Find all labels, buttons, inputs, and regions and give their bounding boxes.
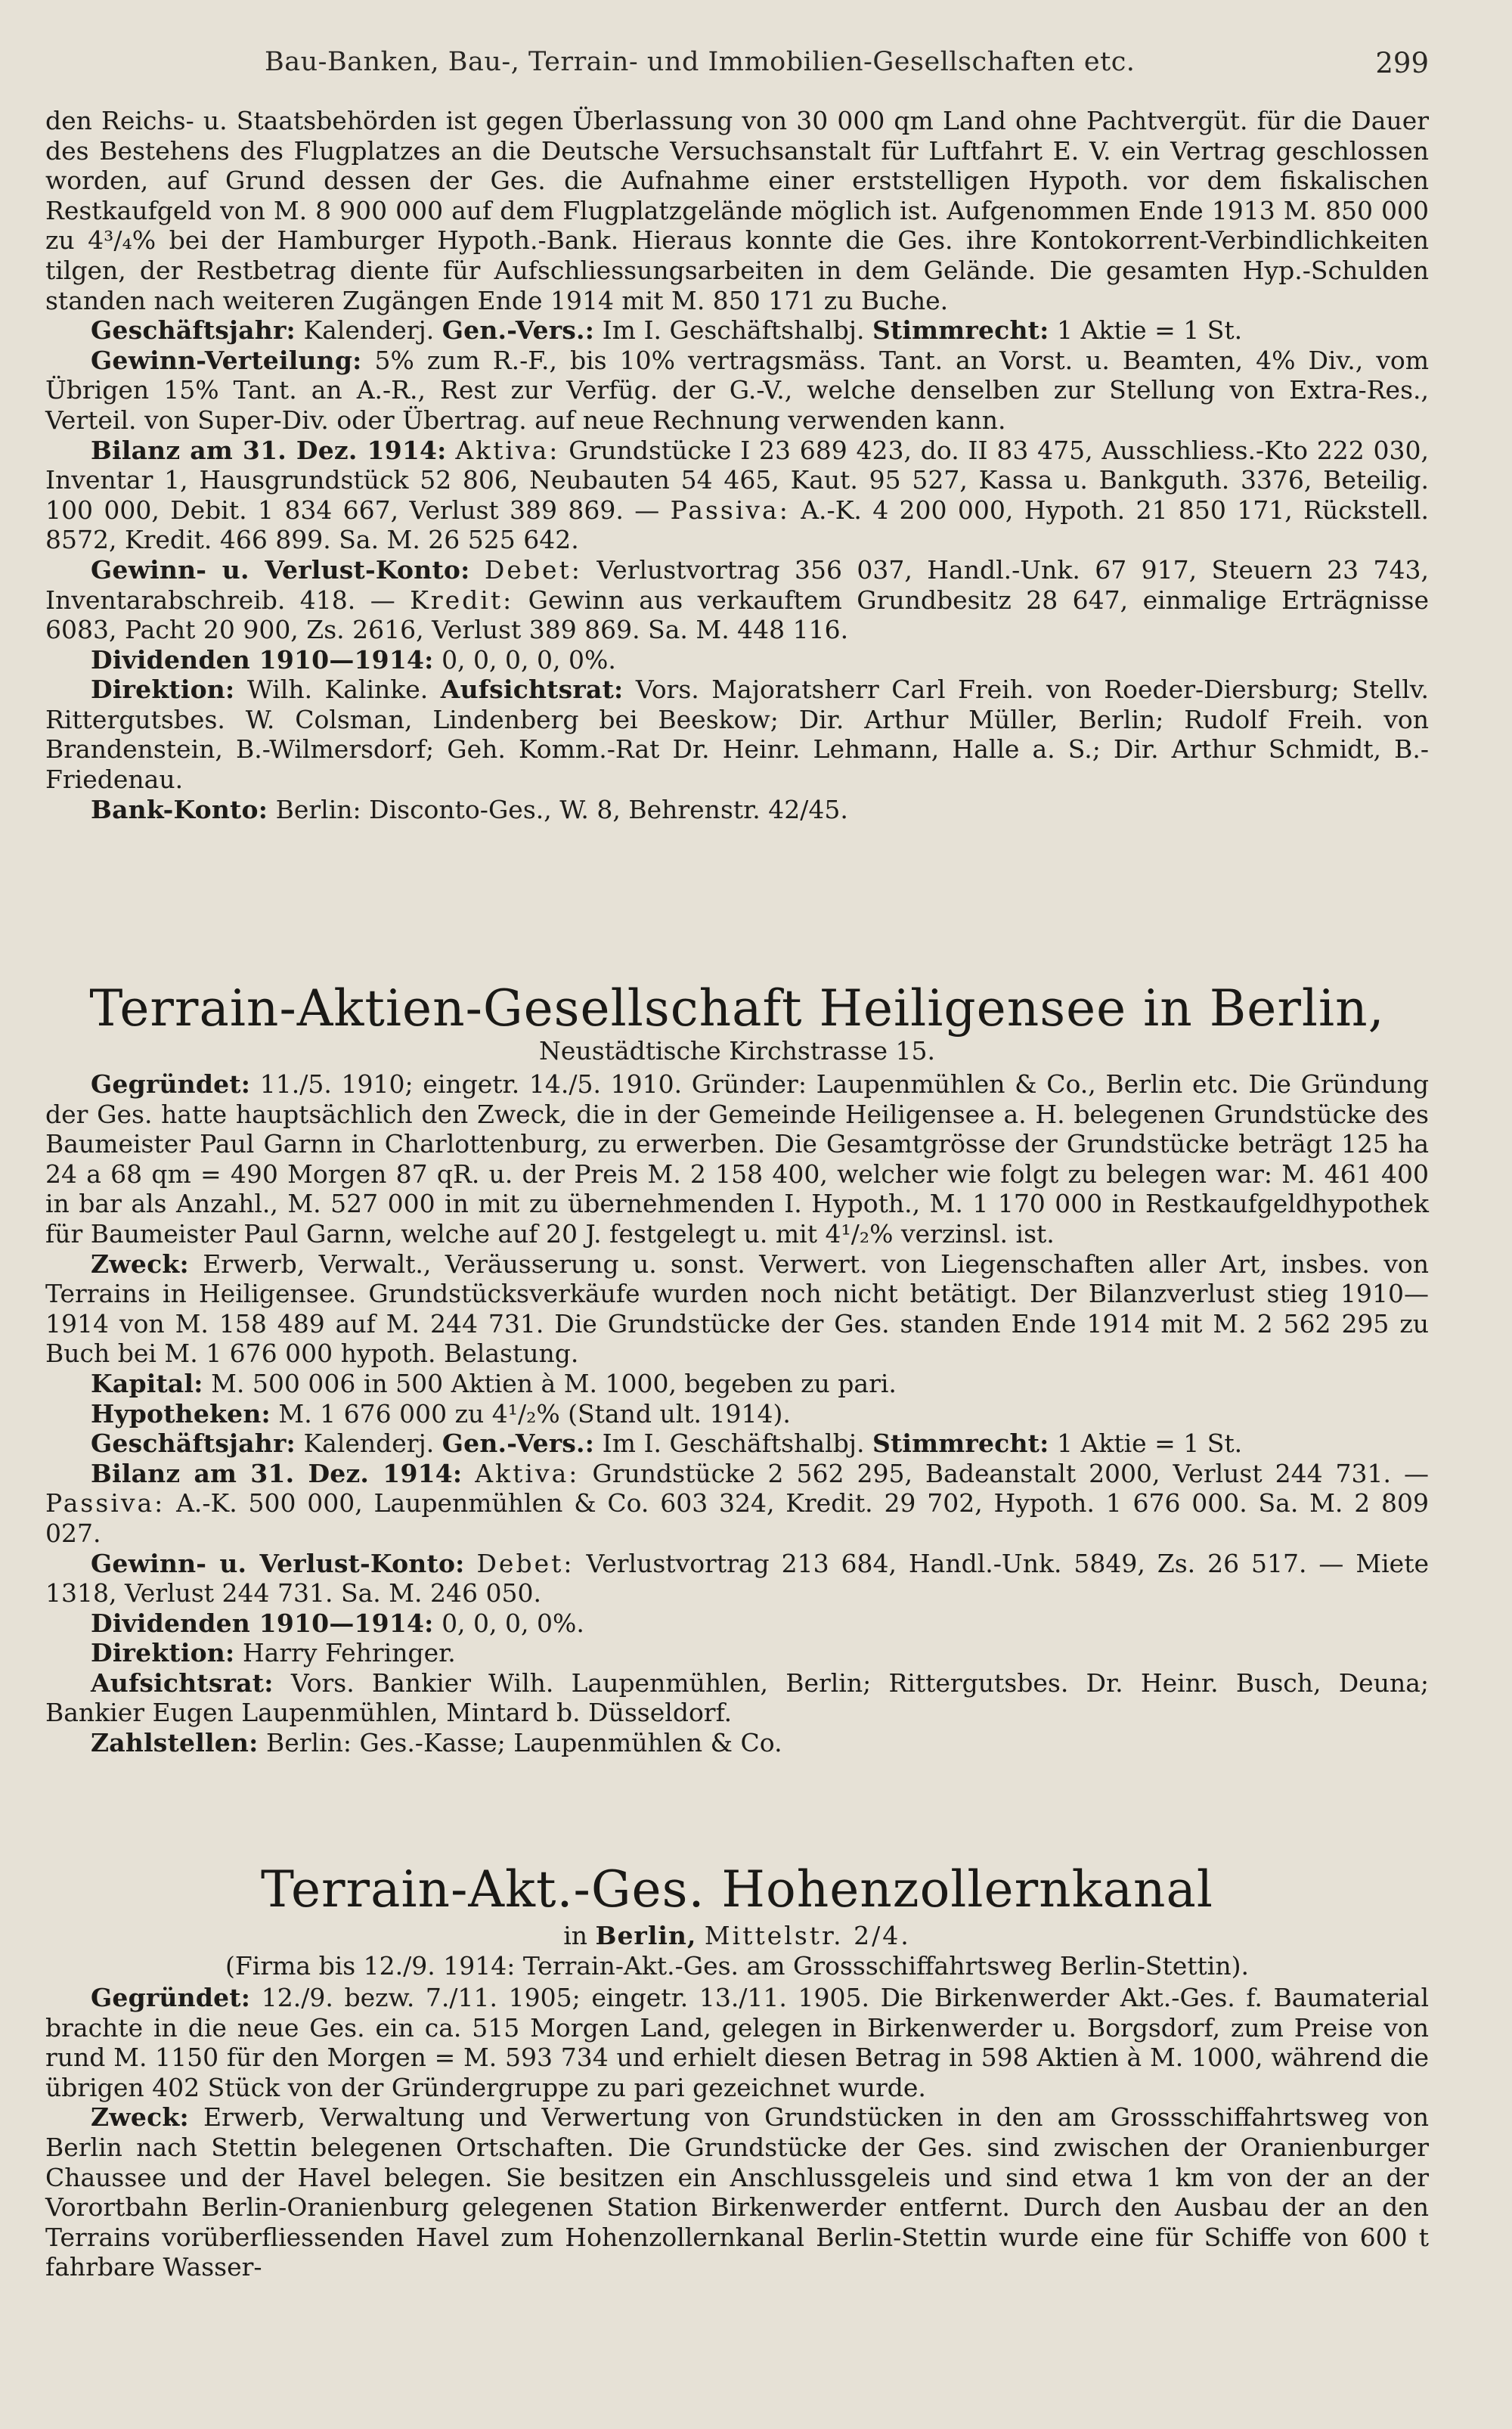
dividenden-paragraph xyxy=(45,645,1429,675)
key-bilanz: Bilanz am 31. Dez. 1914: xyxy=(91,435,447,465)
label-passiva: Passiva: xyxy=(45,1488,166,1519)
key-hypotheken: Hypotheken: xyxy=(91,1398,271,1429)
meta-paragraph xyxy=(45,315,1429,346)
val-aufsichtsrat: Vors. Majoratsherr Carl Freih. von Roeder-Diersburg; Stellv. Rittergutsbes. W. Colsman, Lindenberg bei Beeskow; Dir. Arthur Müller, Berlin; Rudolf Freih. von Brandenstein, B.-Wilmersdorf; Geh. Komm.-Rat Dr. Heinr. Lehmann, Halle a. S.; Dir. Arthur Schmidt, B.-Friedenau. xyxy=(45,675,1429,795)
guv-paragraph xyxy=(45,1549,1429,1608)
val-hypotheken: M. 1 676 000 zu 4¹/₂% (Stand ult. 1914). xyxy=(278,1398,791,1429)
address-hohenzollernkanal xyxy=(45,1921,1429,1950)
val-aktiva: Grundstücke 2 562 295, Badeanstalt 2000, Verlust 244 731. — xyxy=(592,1458,1429,1488)
street-address: Mittelstr. 2/4. xyxy=(704,1921,911,1950)
val-zweck: Erwerb, Verwalt., Veräusserung u. sonst. Verwert. von Liegenschaften aller Art, insbes. von Terrains in Heiligensee. Grundstücksverkäufe wurden noch nicht betätigt. Der Bilanzverlust stieg 1910—1914 von M. 158 489 auf M. 244 731. Die Grundstücke der Ges. standen Ende 1914 mit M. 2 562 295 zu Buch bei M. 1 676 000 hypoth. Belastung. xyxy=(45,1249,1429,1369)
val-kredit: Gewinn aus verkauftem Grundbesitz 28 647, einmalige Erträgnisse 6083, Pacht 20 900, Zs. 2616, Verlust 389 869. Sa. M. 448 116. xyxy=(45,585,1429,645)
direktion-paragraph xyxy=(45,1638,1429,1668)
val-bank-konto: Berlin: Disconto-Ges., W. 8, Behrenstr. 42/45. xyxy=(275,794,848,824)
val-gewinn-verteilung: 5% zum R.-F., bis 10% vertragsmäss. Tant. an Vorst. u. Beamten, 4% Div., vom Übrigen 15% Tant. an A.-R., Rest zur Verfüg. der G.-V., welche denselben zur Stellung von Extra-Res., Verteil. von Super-Div. oder Übertrag. auf neue Rechnung verwenden kann. xyxy=(45,345,1429,435)
running-header xyxy=(136,47,1452,89)
key-gen-vers: Gen.-Vers.: xyxy=(442,1429,595,1459)
val-direktion: Harry Fehringer. xyxy=(242,1638,456,1668)
zweck-paragraph xyxy=(45,2102,1429,2282)
gegruendet-paragraph xyxy=(45,1983,1429,2102)
zahlstellen-paragraph xyxy=(45,1728,1429,1758)
key-bilanz: Bilanz am 31. Dez. 1914: xyxy=(91,1458,463,1488)
key-gegruendet: Gegründet: xyxy=(91,1983,251,2012)
label-kredit: Kredit: xyxy=(410,585,514,615)
key-bank-konto: Bank-Konto: xyxy=(91,794,268,824)
val-gegruendet: 11./5. 1910; eingetr. 14./5. 1910. Gründer: Laupenmühlen & Co., Berlin etc. Die Gründung der Ges. hatte hauptsächlich den Zweck, die in der Gemeinde Heiligensee a. H. belegenen Grundstücke des Baumeister Paul Garnn in Charlottenburg, zu erwerben. Die Gesamtgrösse der Grundstücke beträgt 125 ha 24 a 68 qm = 490 Morgen 87 qR. u. der Preis M. 2 158 400, welcher wie folgt zu belegen war: M. 461 400 in bar als Anzahl., M. 527 000 in mit zu übernehmenden I. Hypoth., M. 1 170 000 in Restkaufgeldhypothek für Baumeister Paul Garnn, welche auf 20 J. festgelegt u. mit 4¹/₂% verzinsl. ist. xyxy=(45,1069,1429,1249)
label-in: in xyxy=(563,1921,588,1950)
key-aufsichtsrat: Aufsichtsrat: xyxy=(440,675,624,705)
key-gewinn-verteilung: Gewinn-Verteilung: xyxy=(91,345,362,375)
gegruendet-paragraph xyxy=(45,1069,1429,1249)
key-gegruendet: Gegründet: xyxy=(91,1069,251,1099)
key-aufsichtsrat: Aufsichtsrat: xyxy=(91,1667,274,1698)
guv-paragraph xyxy=(45,555,1429,645)
val-debet: Verlustvortrag 213 684, Handl.-Unk. 5849, Zs. 26 517. — Miete 1318, Verlust 244 731. Sa. M. 246 050. xyxy=(45,1548,1429,1608)
address-heiligensee: Neustädtische Kirchstrasse 15. xyxy=(539,1036,935,1066)
val-debet: Verlustvortrag 356 037, Handl.-Unk. 67 917, Steuern 23 743, Inventarabschreib. 418. — xyxy=(45,554,1429,615)
kapital-paragraph xyxy=(45,1369,1429,1399)
page-number: 299 xyxy=(1375,47,1429,79)
val-dividenden: 0, 0, 0, 0%. xyxy=(442,1608,584,1638)
label-debet: Debet: xyxy=(484,554,582,585)
hypotheken-paragraph xyxy=(45,1399,1429,1429)
intro-paragraph: den Reichs- u. Staatsbehörden ist gegen Überlassung von 30 000 qm Land ohne Pachtvergüt. für die Dauer des Bestehens des Flugplatzes an die Deutsche Versuchsanstalt für Luftfahrt E. V. ein Vertrag geschlossen worden, auf Grund dessen der Ges. die Aufnahme einer erststelligen Hypoth. vor dem fiskalischen Restkaufgeld von M. 8 900 000 auf dem Flugplatzgelände möglich ist. Aufgenommen Ende 1913 M. 850 000 zu 4³/₄% bei der Hamburger Hypoth.-Bank. Hieraus konnte die Ges. ihre Kontokorrent-Verbindlichkeiten tilgen, der Restbetrag diente für Aufschliessungsarbeiten in dem Gelände. Die gesamten Hyp.-Schulden standen nach weiteren Zugängen Ende 1914 mit M. 850 171 zu Buche. xyxy=(45,106,1429,315)
zweck-paragraph xyxy=(45,1249,1429,1369)
section-heading-heiligensee: Terrain-Aktien-Gesellschaft Heiligensee in Berlin, xyxy=(89,979,1385,1038)
val-gen-vers: Im I. Geschäftshalbj. xyxy=(602,315,865,346)
val-geschaeftsjahr: Kalenderj. xyxy=(303,315,435,346)
key-zweck: Zweck: xyxy=(91,1249,189,1279)
section-heading-hohenzollernkanal: Terrain-Akt.-Ges. Hohenzollernkanal xyxy=(261,1860,1213,1919)
val-geschaeftsjahr: Kalenderj. xyxy=(303,1429,435,1459)
key-direktion: Direktion: xyxy=(91,1638,235,1668)
key-guv: Gewinn- u. Verlust-Konto: xyxy=(91,554,470,585)
key-zweck: Zweck: xyxy=(91,2102,189,2133)
val-kapital: M. 500 006 in 500 Aktien à M. 1000, begeben zu pari. xyxy=(211,1368,897,1398)
key-gen-vers: Gen.-Vers.: xyxy=(442,315,595,346)
val-aktiva: Grundstücke I 23 689 423, do. II 83 475, Ausschliess.-Kto 222 030, Inventar 1, Hausgrundstück 52 806, Neubauten 54 465, Kaut. 95 527, Kassa u. Bankguth. 3376, Beteilig. 100 000, Debit. 1 834 667, Verlust 389 869. — xyxy=(45,435,1429,525)
key-direktion: Direktion: xyxy=(91,675,235,705)
key-geschaeftsjahr: Geschäftsjahr: xyxy=(91,315,296,346)
key-stimmrecht: Stimmrecht: xyxy=(872,315,1049,346)
key-geschaeftsjahr: Geschäftsjahr: xyxy=(91,1429,296,1459)
val-dividenden: 0, 0, 0, 0, 0%. xyxy=(442,644,616,675)
dividenden-paragraph xyxy=(45,1608,1429,1639)
bank-konto-paragraph xyxy=(45,795,1429,825)
val-aufsichtsrat: Vors. Bankier Wilh. Laupenmühlen, Berlin; Rittergutsbes. Dr. Heinr. Busch, Deuna; Bankier Eugen Laupenmühlen, Mintard b. Düsseldorf. xyxy=(45,1667,1430,1728)
key-stimmrecht: Stimmrecht: xyxy=(872,1429,1049,1459)
key-dividenden: Dividenden 1910—1914: xyxy=(91,644,434,675)
val-zweck: Erwerb, Verwaltung und Verwertung von Grundstücken in den am Grossschiffahrtsweg von Berlin nach Stettin belegenen Ortschaften. Die Grundstücke der Ges. sind zwischen der Oranienburger Chaussee und der Havel belegen. Sie besitzen ein Anschlussgeleis und sind etwa 1 km von der an der Vorortbahn Berlin-Oranienburg gelegenen Station Birkenwerder entfernt. Durch den Ausbau der an den Terrains vorüberfliessenden Havel zum Hohenzollernkanal Berlin-Stettin wurde eine für Schiffe von 600 t fahrbare Wasser- xyxy=(45,2102,1429,2282)
city-name: Berlin, xyxy=(595,1921,697,1950)
key-guv: Gewinn- u. Verlust-Konto: xyxy=(91,1548,465,1578)
bilanz-paragraph xyxy=(45,436,1429,555)
meta-paragraph xyxy=(45,1429,1429,1459)
bilanz-paragraph xyxy=(45,1459,1429,1549)
val-gen-vers: Im I. Geschäftshalbj. xyxy=(602,1429,865,1459)
val-direktion: Wilh. Kalinke. xyxy=(246,675,429,705)
val-stimmrecht: 1 Aktie = 1 St. xyxy=(1057,1429,1243,1459)
section-continuation xyxy=(45,106,1429,824)
label-passiva: Passiva: xyxy=(670,495,790,525)
section-heiligensee xyxy=(45,1069,1429,1758)
direktion-paragraph xyxy=(45,675,1429,794)
gewinn-verteilung-paragraph xyxy=(45,346,1429,436)
key-kapital: Kapital: xyxy=(91,1368,203,1398)
firma-note: (Firma bis 12./9. 1914: Terrain-Akt.-Ges. am Grossschiffahrtsweg Berlin-Stettin). xyxy=(225,1951,1249,1981)
label-aktiva: Aktiva: xyxy=(455,435,560,465)
key-zahlstellen: Zahlstellen: xyxy=(91,1728,259,1758)
val-stimmrecht: 1 Aktie = 1 St. xyxy=(1057,315,1243,346)
section-hohenzollernkanal xyxy=(45,1983,1429,2282)
label-debet: Debet: xyxy=(476,1548,575,1578)
aufsichtsrat-paragraph xyxy=(45,1668,1429,1728)
val-zahlstellen: Berlin: Ges.-Kasse; Laupenmühlen & Co. xyxy=(265,1728,782,1758)
key-dividenden: Dividenden 1910—1914: xyxy=(91,1608,434,1638)
label-aktiva: Aktiva: xyxy=(475,1458,580,1488)
val-passiva: A.-K. 4 200 000, Hypoth. 21 850 171, Rückstell. 8572, Kredit. 466 899. Sa. M. 26 525 642. xyxy=(45,495,1429,555)
val-gegruendet: 12./9. bezw. 7./11. 1905; eingetr. 13./11. 1905. Die Birkenwerder Akt.-Ges. f. Baumaterial brachte in die neue Ges. ein ca. 515 Morgen Land, gelegen in Birkenwerder u. Borgsdorf, zum Preise von rund M. 1150 für den Morgen = M. 593 734 und erhielt diesen Betrag in 598 Aktien à M. 1000, während die übrigen 402 Stück von der Gründergruppe zu pari gezeichnet wurde. xyxy=(45,1983,1430,2102)
header-title: Bau-Banken, Bau-, Terrain- und Immobilien-Gesellschaften etc. xyxy=(265,47,1136,77)
val-passiva: A.-K. 500 000, Laupenmühlen & Co. 603 324, Kredit. 29 702, Hypoth. 1 676 000. Sa. M. 2 809 027. xyxy=(45,1488,1429,1548)
